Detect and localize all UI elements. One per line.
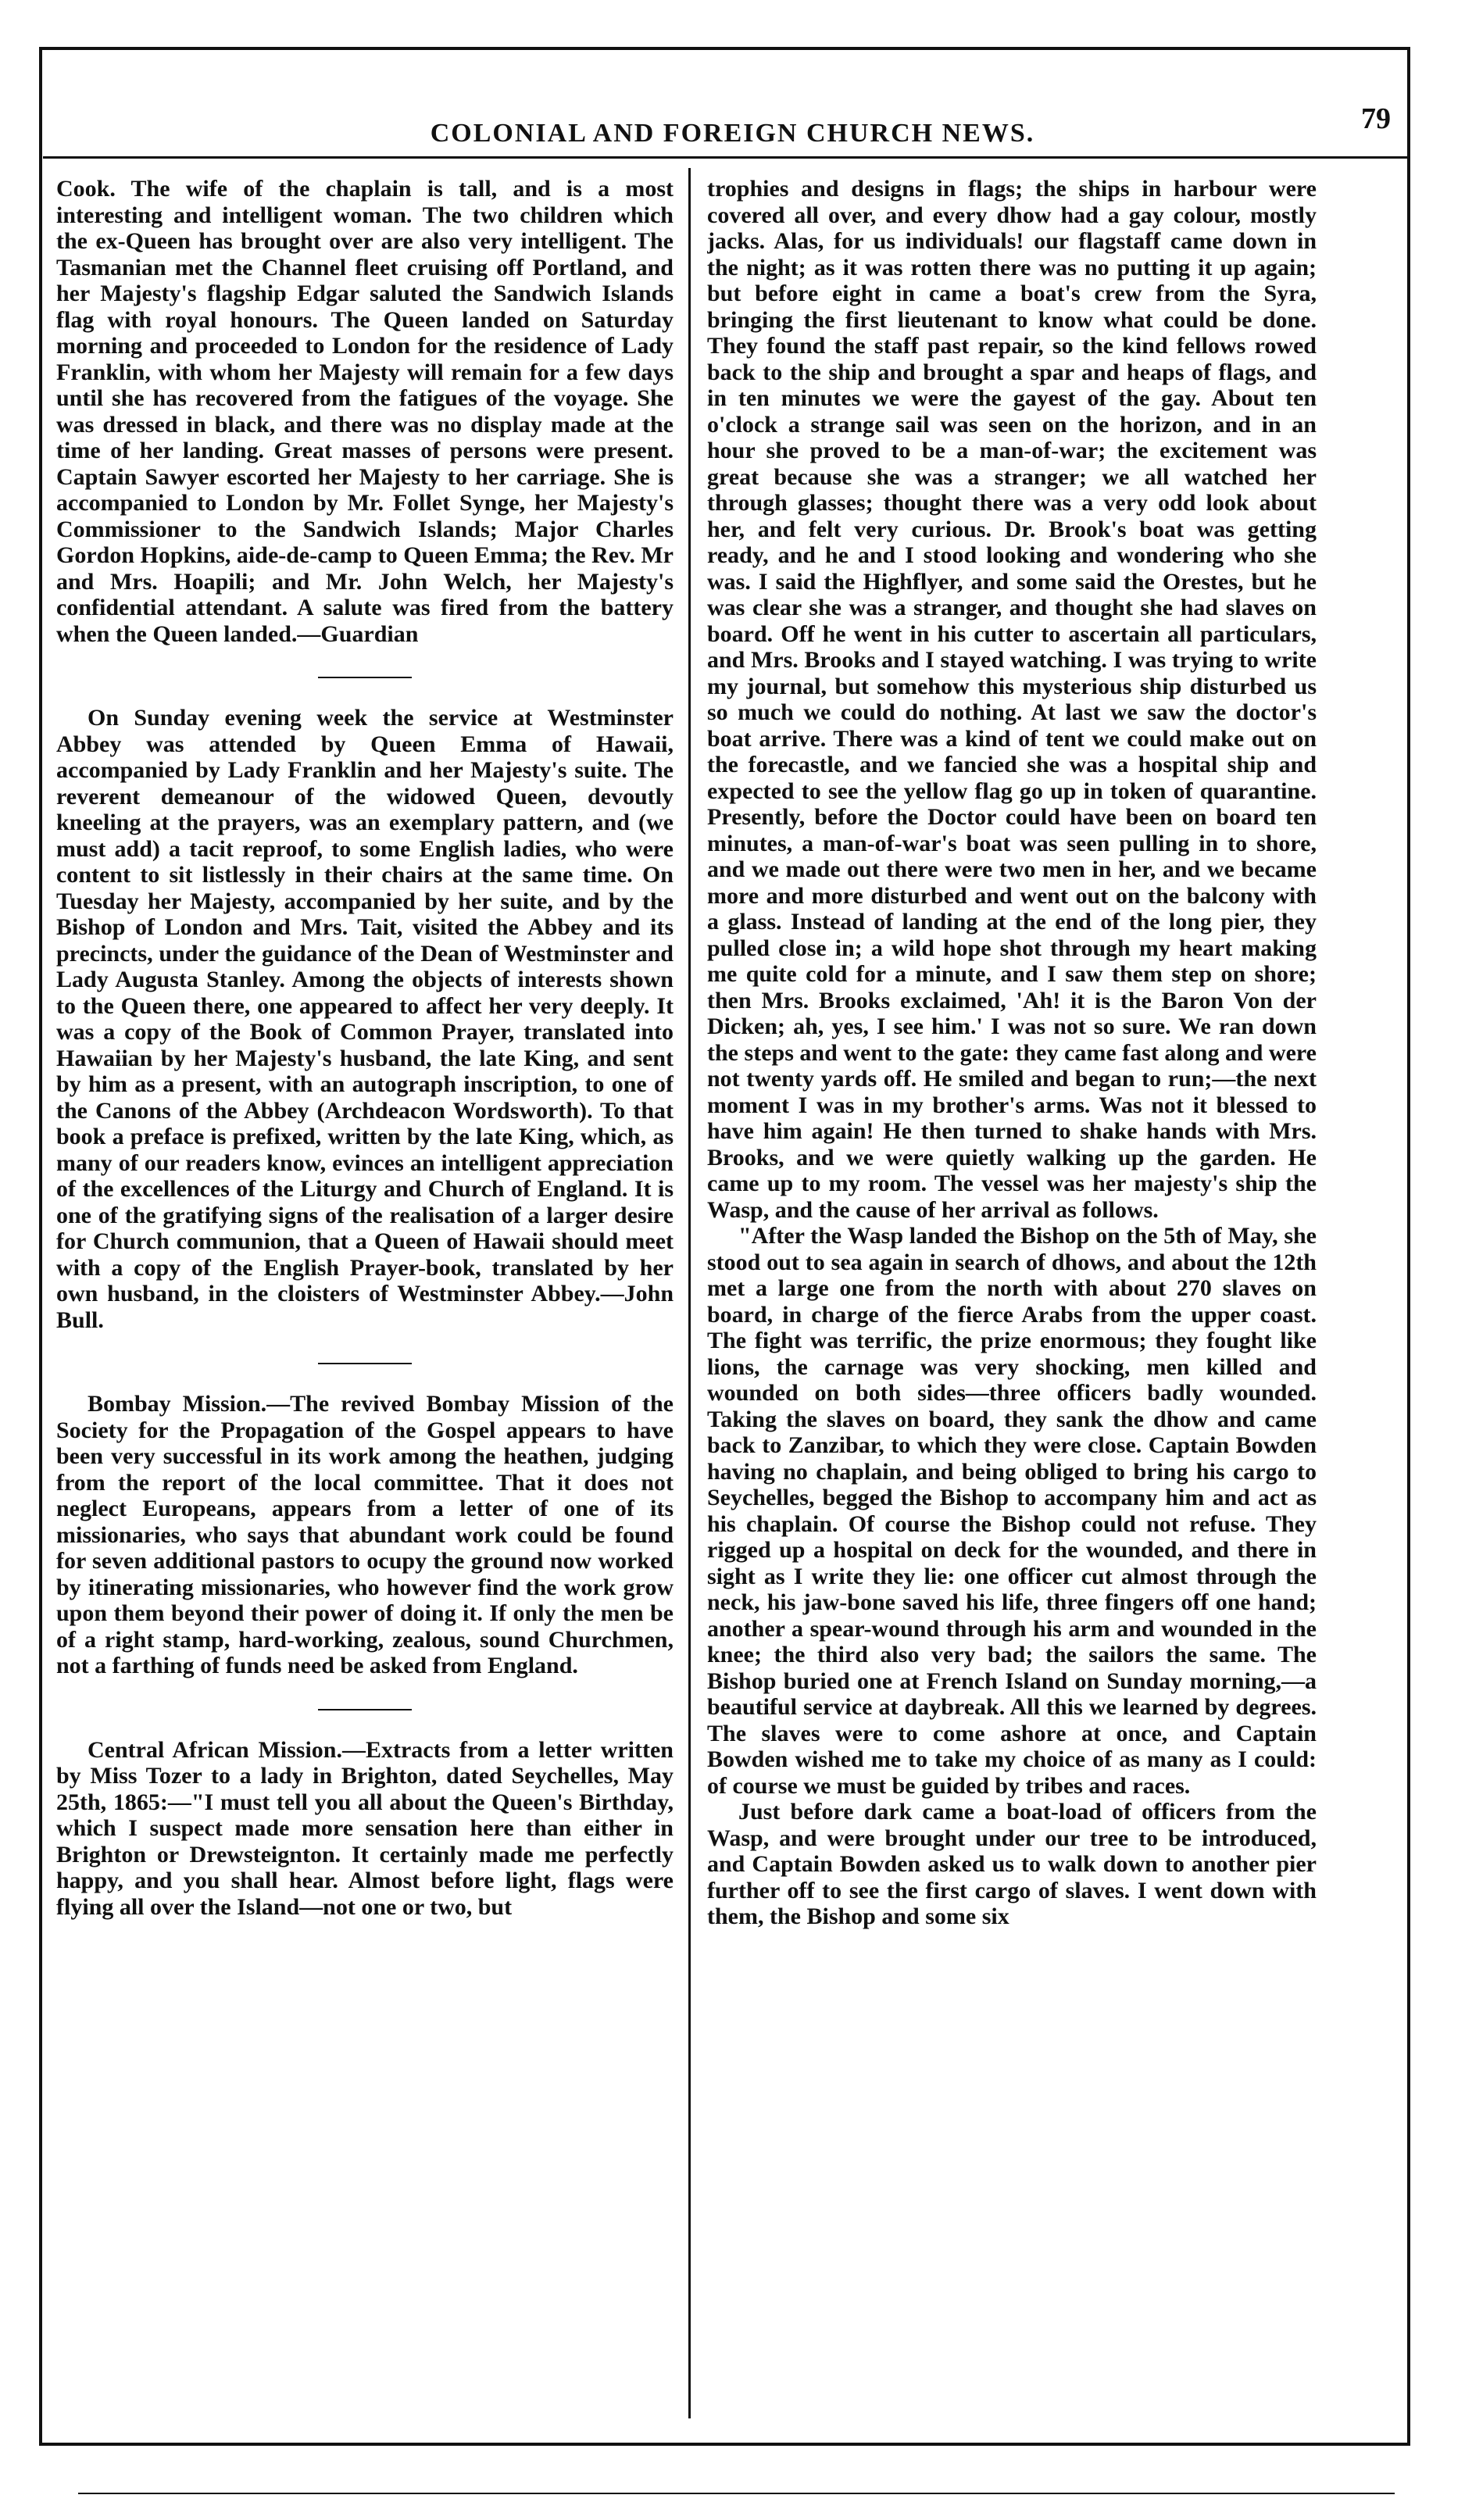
- header-rule: [43, 156, 1410, 159]
- header-title: COLONIAL AND FOREIGN CHURCH NEWS.: [430, 119, 1035, 148]
- section-separator: [318, 1709, 412, 1710]
- paragraph-queens-birthday: trophies and designs in flags; the ships in harbour were covered all over, and every dhow had a gay colour, mostly jacks. Alas, for us individuals! our flagstaff came down in the night; as it was rotten there was no putting it up again; but before eight in came a boat's crew from the Syra, bringing the first lieutenant to know what could be done. They found the staff past repair, so the kind fellows rowed back to the ship and brought a spar and heaps of flags, and in ten minutes we were the gayest of the gay. About ten o'clock a strange sail was seen on the horizon, and in an hour she proved to be a man-of-war; the excitement was great because she was a stranger; we all watched her through glasses; thought there was a very odd look about her, and felt very curious. Dr. Brook's boat was getting ready, and he and I stood looking and wondering who she was. I said the Highflyer, and some said the Orestes, but he was clear she was a stranger, and thought she had slaves on board. Off he went in his cutter to ascertain all particulars, and Mrs. Brooks and I stayed watching. I was trying to write my journal, but somehow this mysterious ship disturbed us so much we could do nothing. At last we saw the doctor's boat arrive. There was a kind of tent we could make out on the forecastle, and we fancied she was a hospital ship and expected to see the yellow flag go up in token of quarantine. Presently, before the Doctor could have been on board ten minutes, a man-of-war's boat was seen pulling in to shore, and we made out there were two men in her, and we became more and more disturbed and went out on the balcony with a glass. Instead of landing at the end of the long pier, they pulled close in; a wild hope shot through my heart making me quite cold for a minute, and I saw them step on shore; then Mrs. Brooks exclaimed, 'Ah! it is the Baron Von der Dicken; ah, yes, I see him.' I was not so sure. We ran down the steps and went to the gate: they came fast along and were not twenty yards off. He smiled and began to run;—the next moment I was in my brother's arms. Was not it blessed to have him again! He then turned to shake hands with Mrs. Brooks, and we were quietly walking up the garden. He came up to my room. The vessel was her majesty's ship the Wasp, and the cause of her arrival as follows.: [707, 176, 1317, 1223]
- paragraph-bombay-mission: Bombay Mission.—The revived Bombay Mission of the Society for the Propagation of the Gospel appears to have been very successful in its work among the heathen, judging from the report of the local committee. That it does not neglect Europeans, appears from a letter of one of its missionaries, who says that abundant work could be found for seven additional pastors to ocupy the ground now worked by itinerating missionaries, who however find the work grow upon them beyond their power of doing it. If only the men be of a right stamp, hard-working, zealous, sound Churchmen, not a farthing of funds need be asked from England.: [56, 1391, 674, 1678]
- paragraph-central-african-mission: Central African Mission.—Extracts from a letter written by Miss Tozer to a lady in Brighton, dated Seychelles, May 25th, 1865:—"I must tell you all about the Queen's Birthday, which I suspect made more sensation here than either in Brighton or Drewsteignton. It certainly made me perfectly happy, and you shall hear. Almost before light, flags were flying all over the Island—not one or two, but: [56, 1736, 674, 1920]
- section-separator: [318, 677, 412, 678]
- page-number: 79: [1361, 102, 1391, 135]
- bottom-rule: [78, 2493, 1395, 2494]
- paragraph-queen-emma-arrival: Cook. The wife of the chaplain is tall, and is a most interesting and intelligent woman. The two children which the ex-Queen has brought over are also very intelligent. The Tasmanian met the Channel fleet cruising off Portland, and her Majesty's flagship Edgar saluted the Sandwich Islands flag with royal honours. The Queen landed on Saturday morning and proceeded to London for the residence of Lady Franklin, with whom her Majesty will remain for a few days until she has recovered from the fatigues of the voyage. She was dressed in black, and there was no display made at the time of her landing. Great masses of persons were present. Captain Sawyer escorted her Majesty to her carriage. She is accompanied to London by Mr. Follet Synge, her Majesty's Commissioner to the Sandwich Islands; Major Charles Gordon Hopkins, aide-de-camp to Queen Emma; the Rev. Mr and Mrs. Hoapili; and Mr. John Welch, her Majesty's confidential attendant. A salute was fired from the battery when the Queen landed.—Guardian: [56, 176, 674, 647]
- column-divider: [688, 168, 691, 2418]
- right-column: [707, 176, 1317, 2418]
- paragraph-westminster-abbey: On Sunday evening week the service at Westminster Abbey was attended by Queen Emma of Hawaii, accompanied by Lady Franklin and her Majesty's suite. The reverent demeanour of the widowed Queen, devoutly kneeling at the prayers, was an exemplary pattern, and (we must add) a tacit reproof, to some English ladies, who were content to sit listlessly in their chairs at the same time. On Tuesday her Majesty, accompanied by her suite, and by the Bishop of London and Mrs. Tait, visited the Abbey and its precincts, under the guidance of the Dean of Westminster and Lady Augusta Stanley. Among the objects of interests shown to the Queen there, one appeared to affect her very deeply. It was a copy of the Book of Common Prayer, translated into Hawaiian by her Majesty's husband, the late King, and sent by him as a present, with an autograph inscription, to one of the Canons of the Abbey (Archdeacon Wordsworth). To that book a preface is prefixed, written by the late King, which, as many of our readers know, evinces an intelligent appreciation of the excellences of the Liturgy and Church of England. It is one of the gratifying signs of the realisation of a larger desire for Church communion, that a Queen of Hawaii should meet with a copy of the English Prayer-book, translated by her own husband, in the cloisters of Westminster Abbey.—John Bull.: [56, 705, 674, 1333]
- left-column: [56, 176, 674, 2418]
- section-separator: [318, 1363, 412, 1364]
- paragraph-boat-load-of-officers: Just before dark came a boat-load of officers from the Wasp, and were brought under our tree to be introduced, and Captain Bowden asked us to walk down to another pier further off to see the first cargo of slaves. I went down with them, the Bishop and some six: [707, 1799, 1317, 1929]
- paragraph-wasp-account: "After the Wasp landed the Bishop on the 5th of May, she stood out to sea again in search of dhows, and about the 12th met a large one from the north with about 270 slaves on board, in charge of the fierce Arabs from the upper coast. The fight was terrific, the prize enormous; they fought like lions, the carnage was very shocking, men killed and wounded on both sides—three officers badly wounded. Taking the slaves on board, they sank the dhow and came back to Zanzibar, to which they were close. Captain Bowden having no chaplain, and being obliged to bring his cargo to Seychelles, begged the Bishop to accompany him and act as his chaplain. Of course the Bishop could not refuse. They rigged up a hospital on deck for the wounded, and there in sight as I write they lie: one officer cut almost through the neck, his jaw-bone saved his life, three fingers off one hand; another a spear-wound through his arm and wounded in the knee; the third also very bad; the sailors the same. The Bishop buried one at French Island on Sunday morning,—a beautiful service at daybreak. All this we learned by degrees. The slaves were to come ashore at once, and Captain Bowden wished me to take my choice of as many as I could: of course we must be guided by tribes and races.: [707, 1223, 1317, 1799]
